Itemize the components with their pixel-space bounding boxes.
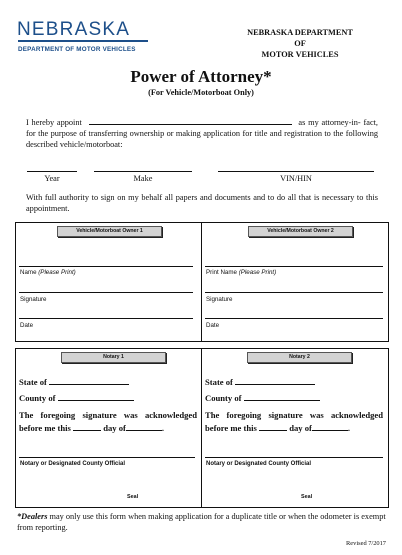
owner-1-date-label: Date: [20, 322, 34, 329]
dept-line-2: OF: [294, 39, 306, 48]
appoint-prefix: I hereby appoint: [26, 118, 82, 127]
notary-1-county: County of: [19, 391, 134, 404]
owner-1-signature-field[interactable]: [19, 292, 193, 293]
notary-2-seal-label: Seal: [301, 494, 313, 500]
owner-2-date-label: Date: [206, 322, 220, 329]
appoint-suffix: as my attorney-in-: [298, 118, 361, 127]
owner-2-signature-label: Signature: [206, 296, 233, 303]
owner-2-signature-field[interactable]: [205, 292, 383, 293]
vin-label: VIN/HIN: [280, 174, 312, 183]
owners-box: [15, 222, 389, 342]
footnote-text: may only use this form when making application for a duplicate title or when the odometer is exempt from reporting.: [17, 512, 386, 532]
department-heading: [210, 27, 390, 60]
notary-1-day-field[interactable]: [73, 421, 101, 431]
notary-2-official-label: Notary or Designated County Official: [206, 461, 312, 467]
notary-1-foregoing: The foregoing signature was acknowledged: [19, 410, 197, 420]
notary-1-state-field[interactable]: [49, 375, 129, 385]
notary-1-county-field[interactable]: [58, 391, 134, 401]
notary-2-foregoing: The foregoing signature was acknowledged: [205, 410, 383, 420]
dmv-logo: [17, 14, 157, 58]
notary-2-tab: Notary 2: [247, 352, 352, 363]
owner-1-date-field[interactable]: [19, 318, 193, 319]
dept-line-1: NEBRASKA DEPARTMENT: [247, 28, 353, 37]
authority-paragraph: With full authority to sign on my behalf all papers and documents and to do all that is necessary to this appointment.: [26, 193, 378, 213]
notary-1-state: State of: [19, 375, 129, 388]
footnote-dealers-label: *Dealers: [17, 512, 48, 521]
notary-2-signature-field[interactable]: [205, 457, 383, 458]
form-subtitle: (For Vehicle/Motorboat Only): [148, 88, 254, 97]
notary-2-state: State of: [205, 375, 315, 388]
notary-1-signature-field[interactable]: [19, 457, 195, 458]
notary-2-month-field[interactable]: [312, 421, 348, 431]
year-label: Year: [44, 174, 60, 183]
owner-1-tab: Vehicle/Motorboat Owner 1: [57, 226, 162, 237]
owner-2-tab: Vehicle/Motorboat Owner 2: [248, 226, 353, 237]
notary-divider: [201, 348, 202, 508]
logo-subtitle: DEPARTMENT OF MOTOR VEHICLES: [18, 46, 136, 53]
year-field[interactable]: [27, 171, 77, 172]
make-label: Make: [133, 174, 153, 183]
logo-wordmark: NEBRASKA: [17, 19, 131, 40]
appointment-paragraph: [26, 116, 378, 150]
make-field[interactable]: [94, 171, 192, 172]
form-title: Power of Attorney*: [130, 67, 272, 86]
notary-1-month-field[interactable]: [126, 421, 162, 431]
owner-2-name-label: Print Name (Please Print): [206, 269, 277, 276]
owner-1-name-label: Name (Please Print): [20, 269, 76, 276]
notary-1-before: before me this day of .: [19, 423, 165, 433]
attorney-name-field[interactable]: [89, 116, 292, 125]
vin-field[interactable]: [218, 171, 374, 172]
dealers-footnote: [17, 511, 387, 533]
notary-2-state-field[interactable]: [235, 375, 315, 385]
owners-divider: [201, 222, 202, 342]
notary-2-day-field[interactable]: [259, 421, 287, 431]
owner-1-name-field[interactable]: [19, 266, 193, 267]
dept-line-3: MOTOR VEHICLES: [261, 50, 339, 59]
revision-date: Revised 7/2017: [346, 540, 386, 547]
notary-2-county: County of: [205, 391, 320, 404]
notary-1-seal-label: Seal: [127, 494, 139, 500]
owner-2-name-field[interactable]: [205, 266, 383, 267]
appoint-rest: fact, for the purpose of transferring ownership or making application for title and registration to the following described vehicle/motorboat:: [26, 118, 379, 149]
owner-1-signature-label: Signature: [20, 296, 47, 303]
owner-2-date-field[interactable]: [205, 318, 383, 319]
notary-2-before: before me this day of .: [205, 423, 351, 433]
logo-underline: [18, 40, 148, 42]
notary-2-county-field[interactable]: [244, 391, 320, 401]
notary-1-tab: Notary 1: [61, 352, 166, 363]
notary-1-official-label: Notary or Designated County Official: [20, 461, 126, 467]
